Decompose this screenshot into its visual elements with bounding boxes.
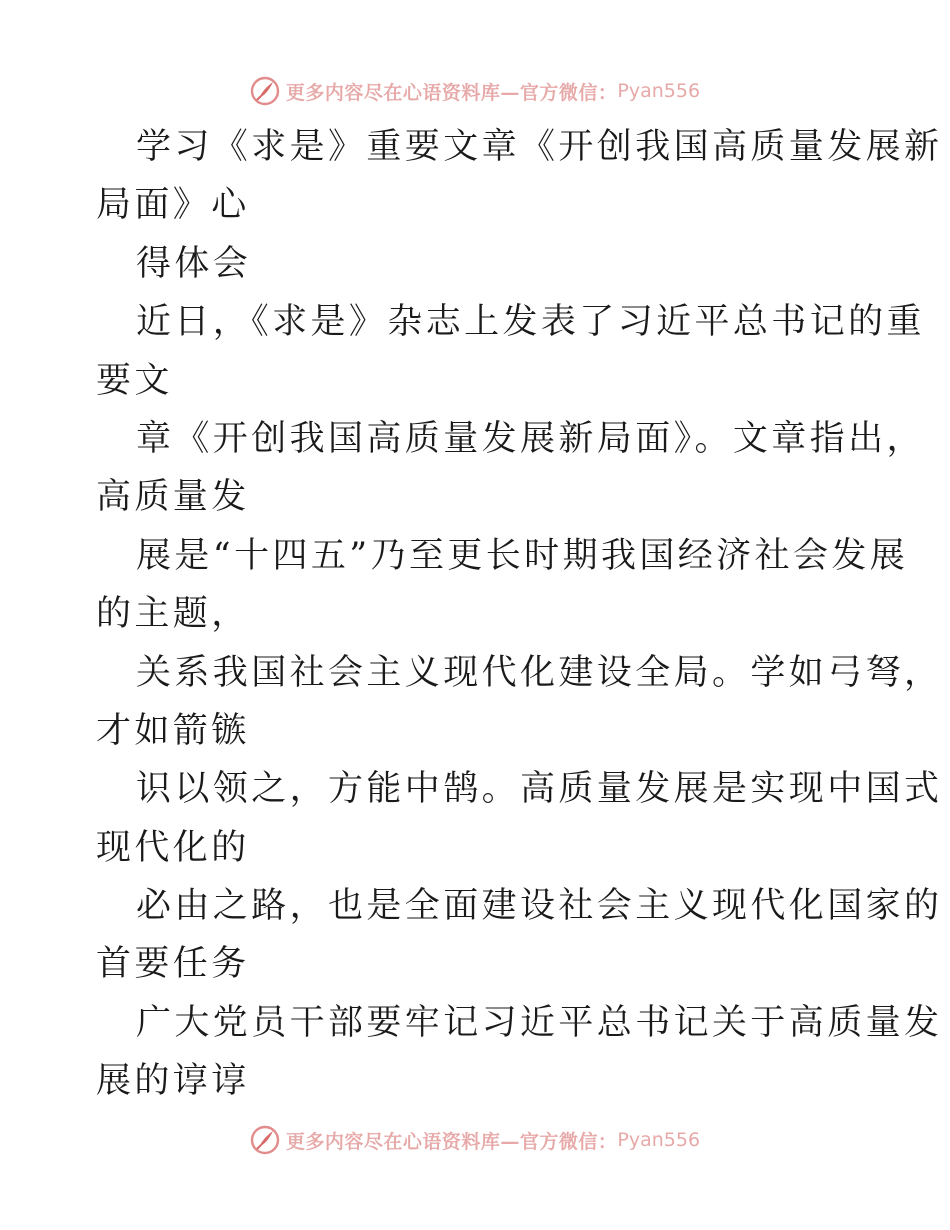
watermark-wechat-id: Pyan556 [617, 1129, 701, 1151]
text-line: 高质量发 [96, 477, 250, 518]
text-line: 局面》心 [96, 185, 250, 226]
text-line: 关系我国社会主义现代化建设全局。学如弓弩， [136, 652, 943, 693]
text-line: 章《开创我国高质量发展新局面》。文章指出， [136, 418, 925, 459]
paragraph [96, 644, 943, 761]
text-line: 必由之路，也是全面建设社会主义现代化国家的 [136, 886, 943, 927]
paragraph [96, 527, 909, 644]
text-line: 得体会 [136, 243, 252, 284]
paragraph [96, 994, 943, 1111]
text-line: 学习《求是》重要文章《开创我国高质量发展新 [136, 127, 943, 167]
watermark-text: 更多内容尽在心语资料库—官方微信： [285, 81, 618, 104]
text-line: 广大党员干部要牢记习近平总书记关于高质量发 [136, 1002, 943, 1043]
text-line: 才如箭镞 [96, 710, 250, 751]
header-watermark [0, 71, 950, 111]
quill-logo-icon [250, 1125, 280, 1155]
text-line: 的主题， [96, 594, 250, 635]
watermark-wechat-id: Pyan556 [617, 80, 701, 102]
quill-logo-icon [250, 76, 280, 106]
text-line: 近日，《求是》杂志上发表了习近平总书记的重 [136, 302, 925, 343]
paragraph [96, 293, 925, 410]
document-body [96, 118, 943, 1111]
text-line: 展是“十四五”乃至更长时期我国经济社会发展 [136, 535, 909, 576]
paragraph [96, 877, 943, 994]
text-line: 要文 [96, 360, 173, 401]
text-line: 展的谆谆 [96, 1061, 250, 1102]
footer-watermark [0, 1120, 950, 1160]
paragraph [96, 410, 925, 527]
paragraph [96, 760, 943, 877]
text-line: 识以领之，方能中鹄。高质量发展是实现中国式 [136, 769, 943, 810]
watermark-text: 更多内容尽在心语资料库—官方微信： [285, 1130, 618, 1153]
paragraph-title [96, 118, 943, 235]
paragraph-title-cont [96, 235, 856, 293]
text-line: 现代化的 [96, 827, 250, 868]
text-line: 首要任务 [96, 944, 250, 985]
